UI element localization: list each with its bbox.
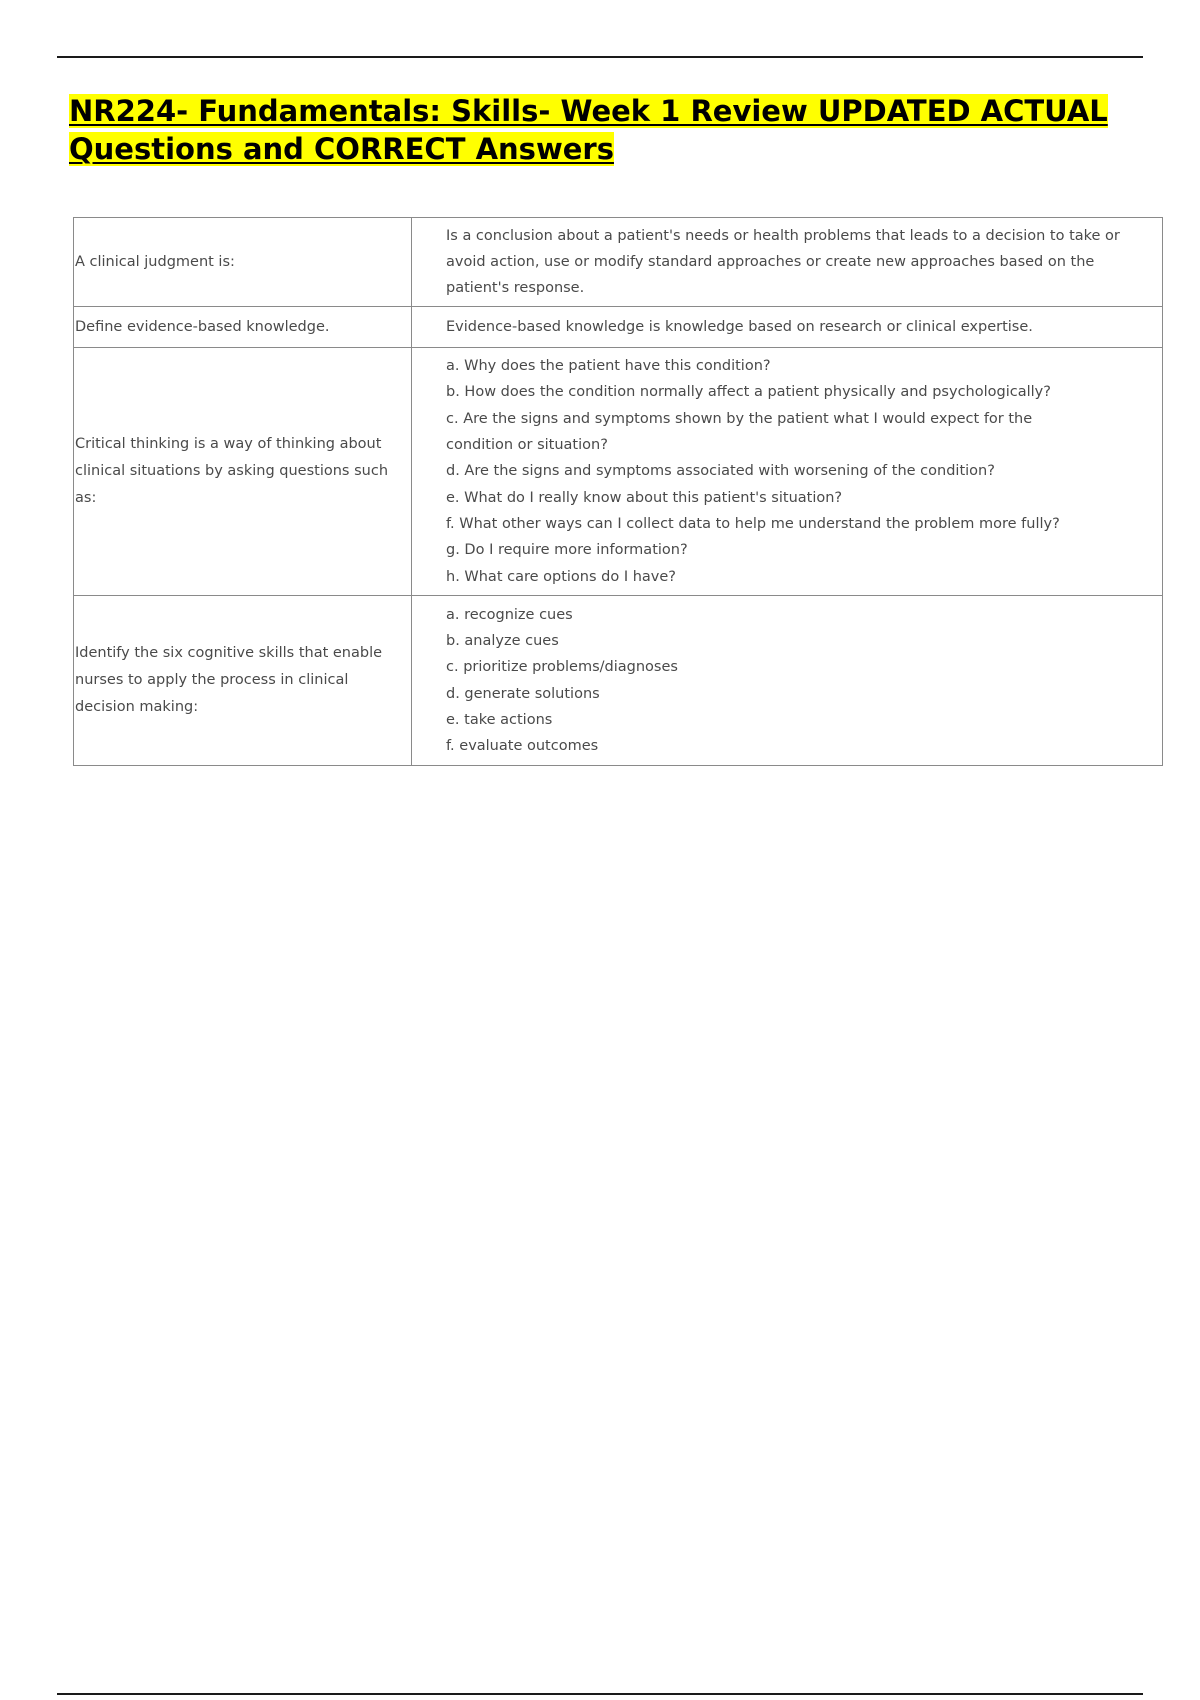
answer-list-item: a. recognize cues <box>446 606 573 623</box>
answer-list-item: a. Why does the patient have this condition? <box>446 358 771 375</box>
question-text: A clinical judgment is: <box>75 253 235 270</box>
document-title <box>69 92 1194 168</box>
answer-list-item: d. Are the signs and symptoms associated with worsening of the condition? <box>446 463 995 480</box>
document-title-text: NR224- Fundamentals: Skills- Week 1 Review UPDATED ACTUAL Questions and CORRECT Answers <box>69 94 1108 166</box>
qa-table <box>73 217 1163 766</box>
header-rule <box>57 56 1143 58</box>
question-cell <box>74 596 412 766</box>
answer-list-item: c. Are the signs and symptoms shown by the patient what I would expect for the <box>446 410 1033 427</box>
answer-cell <box>412 596 1163 766</box>
question-cell <box>74 218 412 307</box>
answer-list-item: f. evaluate outcomes <box>446 738 599 755</box>
answer-cell <box>412 218 1163 307</box>
question-cell <box>74 348 412 596</box>
answer-text: Is a conclusion about a patient's needs or health problems that leads to a decision to take or avoid action, use or modify standard approaches or create new approaches based on the patient's response. <box>446 228 1120 296</box>
answer-list-item: b. How does the condition normally affect a patient physically and psychologically? <box>446 384 1051 401</box>
table-row <box>74 596 1163 766</box>
question-text: Critical thinking is a way of thinking about clinical situations by asking questions such as: <box>75 436 389 506</box>
answer-cell <box>412 307 1163 348</box>
question-cell <box>74 307 412 348</box>
table-row <box>74 348 1163 596</box>
question-text: Identify the six cognitive skills that enable nurses to apply the process in clinical decision making: <box>75 645 383 715</box>
answer-list-item: f. What other ways can I collect data to help me understand the problem more fully? <box>446 515 1060 532</box>
answer-list-item: h. What care options do I have? <box>446 568 677 585</box>
answer-list-item: d. generate solutions <box>446 685 600 702</box>
answer-list-item: condition or situation? <box>446 437 608 454</box>
answer-list-item: b. analyze cues <box>446 632 559 649</box>
footer-rule <box>57 1693 1143 1695</box>
answer-list-item: e. What do I really know about this patient's situation? <box>446 489 843 506</box>
answer-cell <box>412 348 1163 596</box>
answer-text: Evidence-based knowledge is knowledge based on research or clinical expertise. <box>446 319 1033 335</box>
table-row <box>74 307 1163 348</box>
table-row <box>74 218 1163 307</box>
answer-list-item: e. take actions <box>446 711 553 728</box>
answer-list-item: c. prioritize problems/diagnoses <box>446 659 678 676</box>
question-text: Define evidence-based knowledge. <box>75 318 330 335</box>
answer-list-item: g. Do I require more information? <box>446 542 688 559</box>
